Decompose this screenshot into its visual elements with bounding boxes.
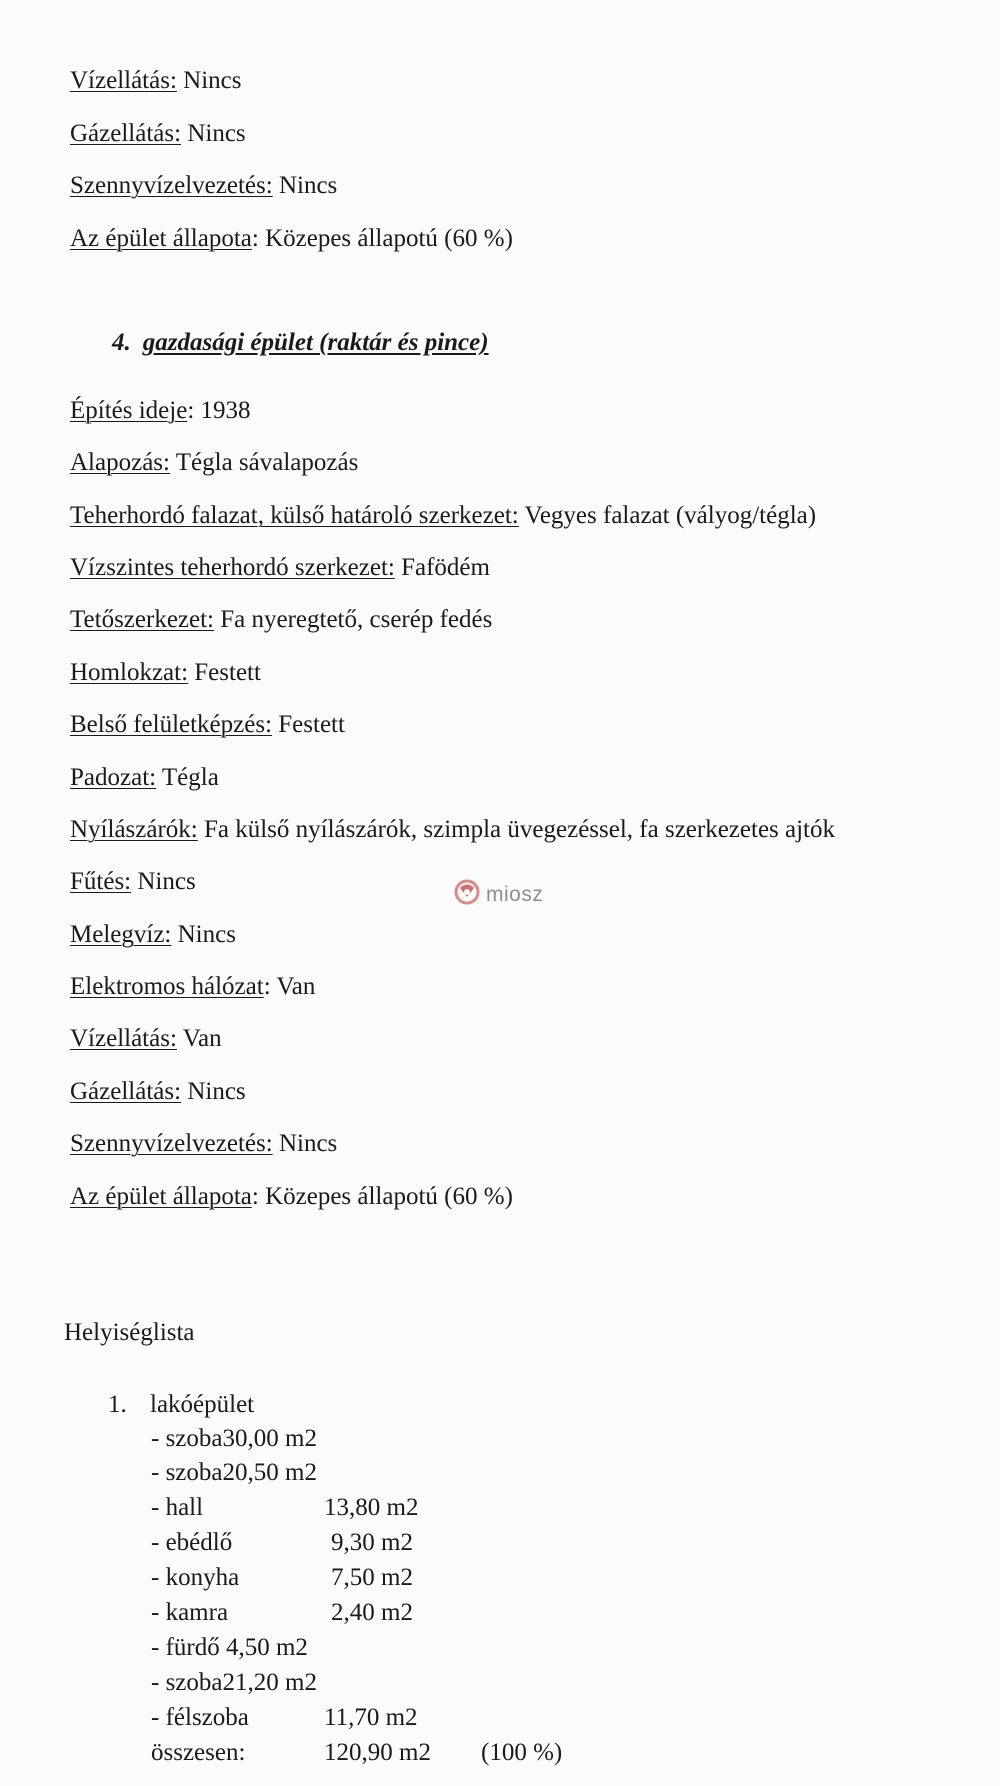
room-name: - szoba21,20 m2 (151, 1669, 317, 1696)
field-value: Fafödém (394, 554, 490, 581)
field-value: Fa külső nyílászárók, szimpla üvegezéssel, fa szerkezetes ajtók (197, 816, 836, 843)
field-label: Az épület állapota (70, 225, 252, 252)
field-label: Szennyvízelvezetés: (70, 1130, 273, 1157)
room-row (151, 1424, 317, 1454)
section-number: 4. (112, 329, 131, 356)
field-label: Nyílászárók: (70, 816, 198, 843)
field-value: Nincs (181, 1078, 246, 1105)
field-row (70, 1129, 337, 1159)
field-value: : Közepes állapotú (60 %) (251, 1183, 513, 1210)
watermark (452, 877, 543, 913)
room-name: - hall (151, 1494, 204, 1521)
field-label: Szennyvízelvezetés: (70, 172, 273, 199)
field-label: Fűtés: (70, 868, 132, 895)
room-area: 11,70 m2 (324, 1704, 418, 1731)
field-row (70, 605, 492, 635)
field-value: : Közepes állapotú (60 %) (251, 225, 513, 252)
field-row (70, 763, 219, 793)
room-name: - fürdő 4,50 m2 (151, 1634, 308, 1661)
room-area: 9,30 m2 (331, 1529, 413, 1556)
room-row (151, 1598, 413, 1628)
room-row (151, 1703, 418, 1733)
field-label: Vízellátás: (70, 1025, 177, 1052)
room-name: - szoba20,50 m2 (151, 1459, 317, 1486)
room-row (151, 1633, 308, 1663)
list-item-number: 1. (108, 1391, 127, 1418)
room-name: - kamra (151, 1599, 229, 1626)
field-row (70, 920, 236, 950)
field-row (70, 224, 513, 254)
field-value: : 1938 (187, 397, 251, 424)
field-value: Nincs (131, 868, 196, 895)
room-name: - félszoba (151, 1704, 249, 1731)
field-row (70, 815, 835, 845)
field-label: Gázellátás: (70, 120, 182, 147)
field-value: Van (176, 1025, 222, 1052)
field-label: Tetőszerkezet: (70, 606, 214, 633)
room-name: - szoba30,00 m2 (151, 1425, 317, 1452)
field-label: Elektromos hálózat (70, 973, 264, 1000)
field-label: Padozat: (70, 764, 157, 791)
field-label: Melegvíz: (70, 921, 172, 948)
field-label: Építés ideje (70, 397, 188, 424)
field-row (70, 1182, 513, 1212)
field-value: Nincs (272, 1130, 338, 1157)
room-total-row (151, 1738, 563, 1768)
field-value: Tégla (156, 764, 219, 791)
room-total-percent: (100 %) (481, 1739, 563, 1766)
field-label: Alapozás: (70, 449, 170, 476)
room-row (151, 1528, 413, 1558)
field-label: Vízszintes teherhordó szerkezet: (70, 554, 395, 581)
room-total-area: 120,90 m2 (324, 1739, 431, 1766)
field-value: Fa nyeregtető, cserép fedés (214, 606, 493, 633)
watermark-text: miosz (486, 883, 544, 906)
field-label: Teherhordó falazat, külső határoló szerkezet: (70, 502, 519, 529)
field-value: Nincs (181, 120, 246, 147)
field-row (70, 66, 241, 96)
room-row (151, 1458, 317, 1488)
field-label: Az épület állapota (70, 1183, 252, 1210)
field-row (70, 867, 196, 897)
miosz-logo-icon (452, 877, 482, 913)
field-value: Festett (272, 711, 345, 738)
field-value: Vegyes falazat (vályog/tégla) (518, 502, 817, 529)
field-value: Nincs (171, 921, 236, 948)
field-row (70, 710, 345, 740)
list-item-title: lakóépület (150, 1391, 255, 1418)
room-total-label: összesen: (151, 1739, 246, 1766)
field-value: : Van (263, 973, 316, 1000)
room-area: 2,40 m2 (331, 1599, 413, 1626)
field-value: Nincs (272, 172, 338, 199)
field-row (70, 972, 315, 1002)
room-name: - ebédlő (151, 1529, 233, 1556)
field-row (70, 1077, 246, 1107)
field-row (70, 119, 246, 149)
field-label: Belső felületképzés: (70, 711, 273, 738)
field-row (70, 448, 358, 478)
field-row (70, 171, 337, 201)
room-row (151, 1563, 413, 1593)
room-area: 13,80 m2 (324, 1494, 419, 1521)
field-row (70, 396, 251, 426)
field-value: Nincs (176, 67, 242, 94)
section-title: gazdasági épület (raktár és pince) (142, 329, 489, 356)
field-label: Vízellátás: (70, 67, 177, 94)
room-area: 7,50 m2 (331, 1564, 413, 1591)
section-heading (112, 328, 489, 358)
room-row (151, 1668, 317, 1698)
room-list-heading: Helyiséglista (64, 1319, 195, 1346)
room-row (151, 1493, 419, 1523)
field-row (70, 553, 490, 583)
room-list-item (108, 1390, 254, 1420)
field-label: Homlokzat: (70, 659, 189, 686)
field-value: Festett (188, 659, 261, 686)
field-value: Tégla sávalapozás (169, 449, 359, 476)
field-row (70, 501, 816, 531)
field-row (70, 1024, 222, 1054)
field-row (70, 658, 261, 688)
room-name: - konyha (151, 1564, 240, 1591)
field-label: Gázellátás: (70, 1078, 182, 1105)
